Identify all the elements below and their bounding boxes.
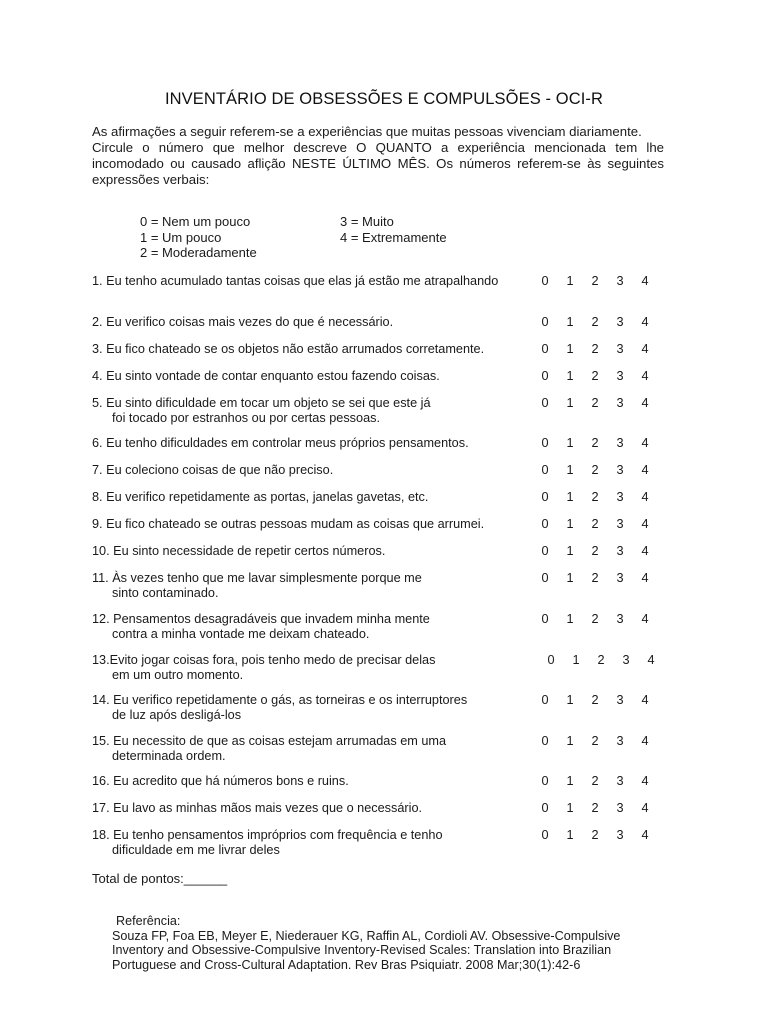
scale-option-4[interactable]: 4 [641,315,649,329]
scale-option-4[interactable]: 4 [641,517,649,531]
scale-option-4[interactable]: 4 [641,693,649,707]
question-text-continued: determinada ordem. [112,748,226,763]
response-scale-14 [540,693,650,707]
scale-option-1[interactable]: 1 [566,517,574,531]
scale-option-2[interactable]: 2 [591,396,599,410]
question-text-continued: dificuldade em me livrar deles [112,842,280,857]
scale-option-0[interactable]: 0 [541,436,549,450]
scale-option-1[interactable]: 1 [566,801,574,815]
legend-1: 1 = Um pouco [140,229,222,245]
scale-option-0[interactable]: 0 [541,571,549,585]
question-text: 12. Pensamentos desagradáveis que invadem minha mente [92,612,430,626]
reference [112,914,662,972]
scale-option-1[interactable]: 1 [566,315,574,329]
question-text: 10. Eu sinto necessidade de repetir certos números. [92,544,386,558]
question-item-4 [92,369,440,384]
scale-option-2[interactable]: 2 [591,734,599,748]
question-text-continued: em um outro momento. [112,667,244,682]
response-scale-7 [540,463,650,477]
response-scale-9 [540,517,650,531]
scale-option-2[interactable]: 2 [591,612,599,626]
scale-option-2[interactable]: 2 [591,369,599,383]
scale-option-2[interactable]: 2 [591,693,599,707]
response-scale-12 [540,612,650,626]
question-text: 5. Eu sinto dificuldade em tocar um objeto se sei que este já [92,396,431,410]
scale-option-3[interactable]: 3 [616,342,624,356]
scale-option-3[interactable]: 3 [616,396,624,410]
question-text: 15. Eu necessito de que as coisas estejam arrumadas em uma [92,734,447,748]
instructions-paragraph-1: As afirmações a seguir referem-se a experiências que muitas pessoas vivenciam diariamente. [92,124,642,139]
scale-option-2[interactable]: 2 [591,342,599,356]
scale-option-4[interactable]: 4 [641,274,649,288]
question-item-1 [92,274,498,289]
scale-option-3[interactable]: 3 [616,828,624,842]
instructions [92,124,664,188]
scale-option-4[interactable]: 4 [641,828,649,842]
scale-option-4[interactable]: 4 [641,774,649,788]
scale-option-4[interactable]: 4 [641,342,649,356]
scale-option-0[interactable]: 0 [541,612,549,626]
scale-option-0[interactable]: 0 [541,315,549,329]
question-item-11 [92,571,422,600]
scale-option-2[interactable]: 2 [591,490,599,504]
scale-option-4[interactable]: 4 [641,734,649,748]
scale-option-2[interactable]: 2 [591,436,599,450]
question-text: 18. Eu tenho pensamentos impróprios com frequência e tenho [92,828,443,842]
scale-option-1[interactable]: 1 [566,396,574,410]
question-item-16 [92,774,349,789]
question-text: 8. Eu verifico repetidamente as portas, janelas gavetas, etc. [92,490,429,504]
question-item-18 [92,828,443,857]
question-text: 17. Eu lavo as minhas mãos mais vezes que o necessário. [92,801,423,815]
scale-option-0[interactable]: 0 [541,544,549,558]
scale-option-1[interactable]: 1 [566,612,574,626]
response-scale-6 [540,436,650,450]
question-text: 13.Evito jogar coisas fora, pois tenho medo de precisar delas [92,653,436,667]
scale-option-1[interactable]: 1 [566,342,574,356]
scale-option-2[interactable]: 2 [591,828,599,842]
legend-4: 4 = Extremamente [340,229,447,245]
question-text: 2. Eu verifico coisas mais vezes do que é necessário. [92,315,394,329]
legend-2: 2 = Moderadamente [140,245,257,260]
scale-option-1[interactable]: 1 [566,436,574,450]
response-scale-17 [540,801,650,815]
legend-0: 0 = Nem um pouco [140,214,251,229]
scale-option-0[interactable]: 0 [541,396,549,410]
scale-option-3[interactable]: 3 [616,693,624,707]
response-scale-8 [540,490,650,504]
scale-option-3[interactable]: 3 [616,734,624,748]
scale-option-0[interactable]: 0 [541,342,549,356]
question-item-12 [92,612,430,641]
scale-option-3[interactable]: 3 [616,315,624,329]
scale-option-0[interactable]: 0 [541,517,549,531]
scale-option-0[interactable]: 0 [541,801,549,815]
scale-option-3[interactable]: 3 [616,436,624,450]
question-text: 9. Eu fico chateado se outras pessoas mudam as coisas que arrumei. [92,517,485,531]
scale-option-0[interactable]: 0 [541,274,549,288]
scale-option-3[interactable]: 3 [616,369,624,383]
response-scale-16 [540,774,650,788]
scale-option-1[interactable]: 1 [566,490,574,504]
question-item-8 [92,490,428,505]
question-text: 1. Eu tenho acumulado tantas coisas que elas já estão me atrapalhando [92,274,499,288]
scale-option-2[interactable]: 2 [591,801,599,815]
question-item-5 [92,396,431,425]
scale-option-0[interactable]: 0 [541,463,549,477]
question-item-7 [92,463,333,478]
scale-legend-right [340,214,447,245]
response-scale-13 [546,653,656,667]
scale-option-1[interactable]: 1 [566,828,574,842]
scale-option-2[interactable]: 2 [597,653,605,667]
reference-text: Souza FP, Foa EB, Meyer E, Niederauer KG, Raffin AL, Cordioli AV. Obsessive-Compulsive Inventory and Obsessive-Compulsive Inventory-Revised Scales: Translation into Brazilian Portuguese and Cross-Cultural Adaptation. Rev Bras Psiquiatr. 2008 Mar;30(1):42-6 [112,928,621,972]
response-scale-5 [540,396,650,410]
scale-option-1[interactable]: 1 [566,274,574,288]
scale-option-3[interactable]: 3 [622,653,630,667]
scale-option-2[interactable]: 2 [591,544,599,558]
question-item-14 [92,693,467,722]
scale-option-2[interactable]: 2 [591,517,599,531]
scale-option-3[interactable]: 3 [616,463,624,477]
scale-option-2[interactable]: 2 [591,571,599,585]
question-text: 3. Eu fico chateado se os objetos não estão arrumados corretamente. [92,342,485,356]
scale-option-3[interactable]: 3 [616,571,624,585]
total-score: Total de pontos:______ [92,871,228,886]
scale-option-4[interactable]: 4 [641,571,649,585]
scale-option-4[interactable]: 4 [641,544,649,558]
scale-option-4[interactable]: 4 [641,490,649,504]
scale-option-0[interactable]: 0 [541,693,549,707]
scale-option-1[interactable]: 1 [566,571,574,585]
response-scale-3 [540,342,650,356]
scale-option-2[interactable]: 2 [591,463,599,477]
scale-option-1[interactable]: 1 [572,653,580,667]
response-scale-1 [540,274,650,288]
reference-label: Referência: [116,914,181,928]
scale-option-3[interactable]: 3 [616,274,624,288]
question-text: 16. Eu acredito que há números bons e ruins. [92,774,349,788]
question-text: 7. Eu coleciono coisas de que não preciso. [92,463,334,477]
question-text-continued: foi tocado por estranhos ou por certas pessoas. [112,410,381,425]
scale-option-4[interactable]: 4 [641,463,649,477]
question-text-continued: de luz após desligá-los [112,707,242,722]
question-item-10 [92,544,385,559]
question-item-3 [92,342,484,357]
scale-option-0[interactable]: 0 [541,490,549,504]
question-text: 11. Às vezes tenho que me lavar simplesmente porque me [92,571,422,585]
instructions-paragraph-2: Circule o número que melhor descreve O QUANTO a experiência mencionada tem lhe incomodado ou causado aflição NESTE ÚLTIMO MÊS. Os números referem-se às seguintes expressões verbais: [92,140,664,187]
scale-option-3[interactable]: 3 [616,490,624,504]
scale-option-1[interactable]: 1 [566,693,574,707]
question-text: 4. Eu sinto vontade de contar enquanto estou fazendo coisas. [92,369,440,383]
question-text-continued: sinto contaminado. [112,585,219,600]
response-scale-15 [540,734,650,748]
scale-option-0[interactable]: 0 [541,774,549,788]
scale-option-3[interactable]: 3 [616,544,624,558]
page-title: INVENTÁRIO DE OBSESSÕES E COMPULSÕES - OCI-R [164,90,604,108]
question-item-2 [92,315,393,330]
scale-option-2[interactable]: 2 [591,774,599,788]
scale-option-1[interactable]: 1 [566,734,574,748]
response-scale-18 [540,828,650,842]
scale-legend-left [140,214,257,261]
scale-option-0[interactable]: 0 [547,653,555,667]
response-scale-4 [540,369,650,383]
scale-option-4[interactable]: 4 [647,653,655,667]
legend-3: 3 = Muito [340,214,394,229]
scale-option-1[interactable]: 1 [566,369,574,383]
response-scale-10 [540,544,650,558]
question-item-9 [92,517,484,532]
question-text: 6. Eu tenho dificuldades em controlar meus próprios pensamentos. [92,436,469,450]
scale-option-0[interactable]: 0 [541,828,549,842]
question-item-6 [92,436,469,451]
scale-option-1[interactable]: 1 [566,544,574,558]
question-item-15 [92,734,446,763]
scale-option-2[interactable]: 2 [591,274,599,288]
scale-option-4[interactable]: 4 [641,369,649,383]
scale-option-4[interactable]: 4 [641,612,649,626]
scale-option-3[interactable]: 3 [616,801,624,815]
response-scale-2 [540,315,650,329]
scale-option-4[interactable]: 4 [641,436,649,450]
question-item-13 [92,653,435,682]
scale-option-1[interactable]: 1 [566,463,574,477]
scale-option-3[interactable]: 3 [616,774,624,788]
question-text: 14. Eu verifico repetidamente o gás, as torneiras e os interruptores [92,693,468,707]
scale-option-3[interactable]: 3 [616,612,624,626]
scale-option-0[interactable]: 0 [541,369,549,383]
question-text-continued: contra a minha vontade me deixam chateado. [112,626,370,641]
scale-option-4[interactable]: 4 [641,396,649,410]
scale-option-1[interactable]: 1 [566,774,574,788]
scale-option-3[interactable]: 3 [616,517,624,531]
scale-option-2[interactable]: 2 [591,315,599,329]
response-scale-11 [540,571,650,585]
scale-option-0[interactable]: 0 [541,734,549,748]
question-item-17 [92,801,422,816]
scale-option-4[interactable]: 4 [641,801,649,815]
